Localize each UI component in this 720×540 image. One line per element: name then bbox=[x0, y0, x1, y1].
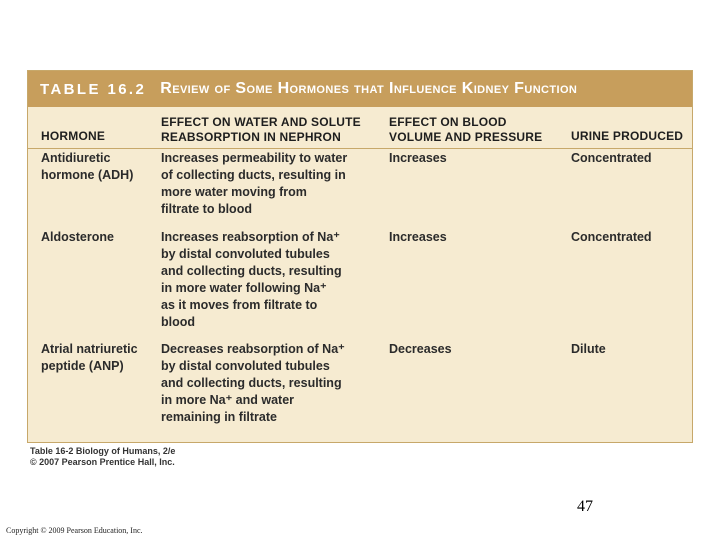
cell-urine: Dilute bbox=[571, 342, 606, 356]
cell-urine: Concentrated bbox=[571, 151, 652, 165]
source-note: Table 16-2 Biology of Humans, 2/e © 2007 Pearson Prentice Hall, Inc. bbox=[30, 446, 176, 467]
copyright-text: Copyright © 2009 Pearson Education, Inc. bbox=[6, 526, 143, 535]
table-number: TABLE 16.2 bbox=[40, 80, 147, 98]
cell-water-solute: Increases reabsorption of Na⁺ by distal convoluted tubules and collecting ducts, resulting in more water following Na⁺ as it moves from filtrate to blood bbox=[161, 230, 342, 329]
cell-hormone: Atrial natriuretic peptide (ANP) bbox=[41, 342, 138, 373]
table-row bbox=[28, 229, 692, 331]
cell-blood: Increases bbox=[389, 151, 447, 165]
header-hormone: HORMONE bbox=[41, 129, 106, 143]
cell-water-solute: Decreases reabsorption of Na⁺ by distal convoluted tubules and collecting ducts, resulting in more Na⁺ and water remaining in filtrate bbox=[161, 342, 345, 424]
table-title-bar bbox=[28, 71, 692, 107]
page-number: 47 bbox=[577, 498, 593, 515]
cell-urine: Concentrated bbox=[571, 230, 652, 244]
table-row bbox=[28, 150, 692, 218]
table-header-row bbox=[28, 107, 692, 149]
cell-water-solute: Increases permeability to water of collecting ducts, resulting in more water moving from filtrate to blood bbox=[161, 151, 348, 216]
header-blood: EFFECT ON BLOOD VOLUME AND PRESSURE bbox=[389, 115, 543, 144]
cell-hormone: Antidiuretic hormone (ADH) bbox=[41, 151, 134, 182]
header-urine: URINE PRODUCED bbox=[571, 129, 684, 143]
hormone-table bbox=[27, 70, 693, 443]
table-title: Review of Some Hormones that Influence Kidney Function bbox=[160, 80, 578, 97]
table-row bbox=[28, 341, 692, 426]
cell-hormone: Aldosterone bbox=[41, 230, 114, 244]
cell-blood: Increases bbox=[389, 230, 447, 244]
cell-blood: Decreases bbox=[389, 342, 452, 356]
header-water-solute: EFFECT ON WATER AND SOLUTE REABSORPTION IN NEPHRON bbox=[161, 115, 361, 144]
